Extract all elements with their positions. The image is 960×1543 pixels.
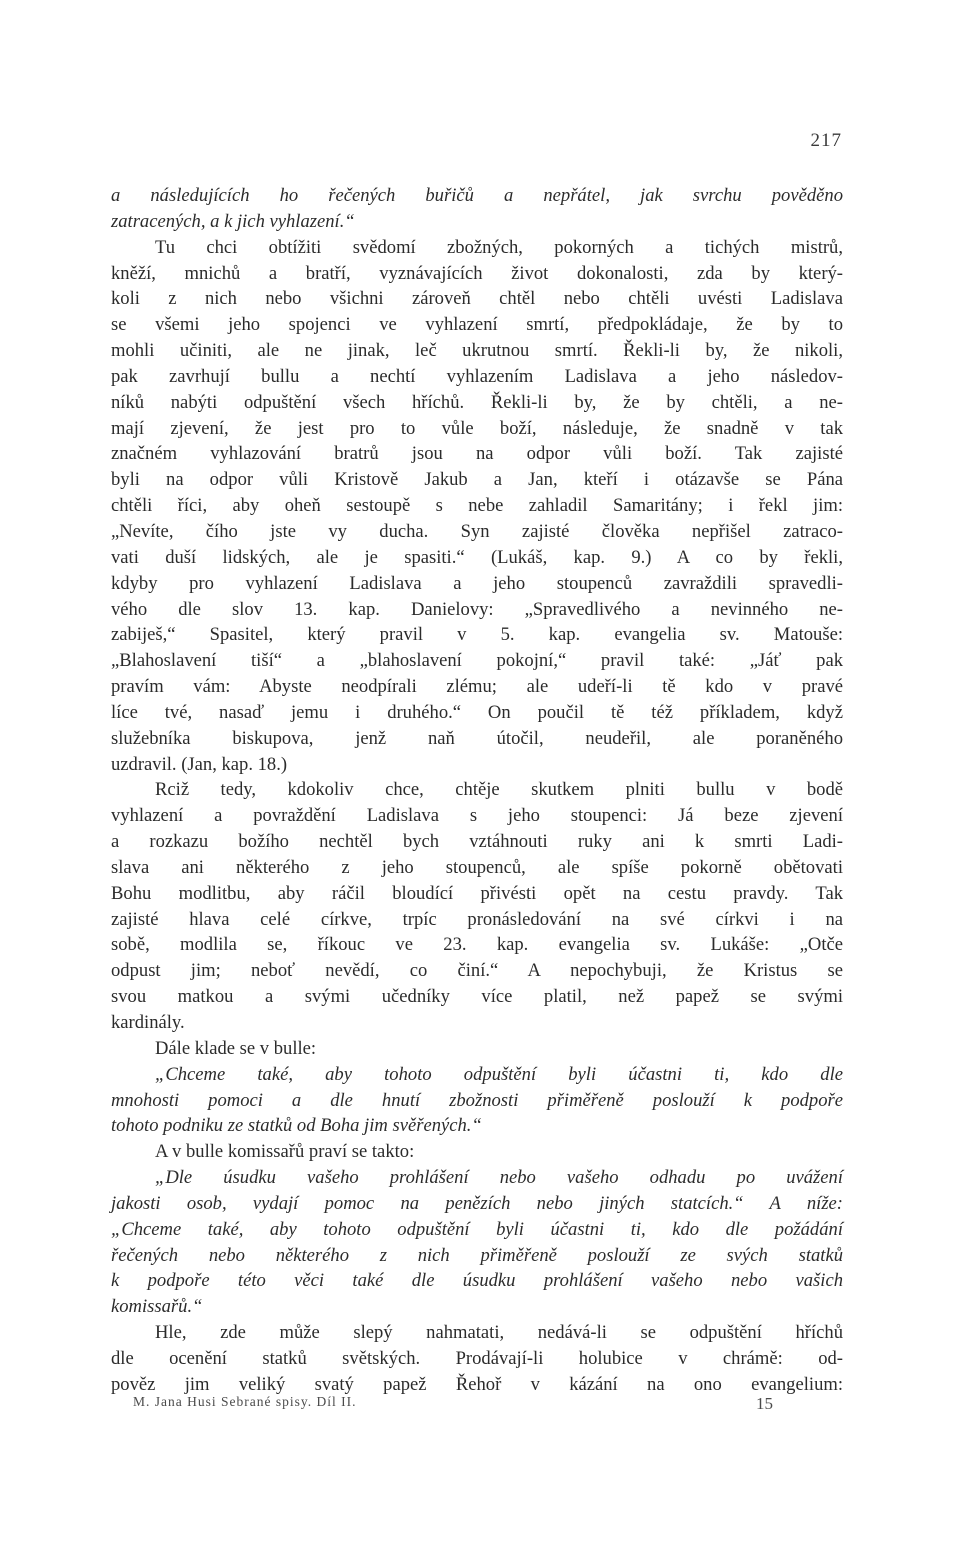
text-line: Dále klade se v bulle:: [155, 1037, 317, 1059]
text-line: dle ocenění statků světských. Prodávají-li holubice v chrámě: od-: [111, 1347, 843, 1369]
text-line: mnohosti pomoci a dle hnutí zbožnosti přiměřeně poslouží k podpoře: [111, 1089, 843, 1111]
text-line: „Blahoslavení tiší“ a „blahoslavení pokojní,“ pravil také: „Jáť pak: [111, 650, 843, 672]
text-line: odpust jim; neboť nevědí, co činí.“ A nepochybuji, že Kristus se: [111, 960, 843, 982]
body-text: [111, 183, 843, 1398]
text-line: tohoto podniku ze statků od Boha jim svěřených.“: [111, 1115, 482, 1137]
text-line: níků nabýti odpuštění všech hříchů. Řekli-li by, že by chtěli, a ne-: [111, 391, 843, 413]
text-line: Rciž tedy, kdokoliv chce, chtěje skutkem plniti bullu v bodě: [155, 779, 843, 801]
text-line: kněží, mnichů a bratří, vyznávajících život dokonalosti, zda by který-: [111, 262, 843, 284]
page-number: 217: [810, 130, 842, 151]
text-line: pověz jim veliký svatý papež Řehoř v kázání na ono evangelium:: [111, 1373, 843, 1395]
text-line: vého dle slov 13. kap. Danielovy: „Spravedlivého a nevinného ne-: [111, 598, 843, 620]
text-line: „Dle úsudku vašeho prohlášení nebo vašeho odhadu po uvážení: [155, 1167, 843, 1189]
text-line: zabiješ,“ Spasitel, který pravil v 5. kap. evangelia sv. Matouše:: [111, 624, 843, 646]
text-line: služebníka biskupova, jenž naň útočil, neudeřil, ale poraněného: [111, 727, 843, 749]
text-line: jakosti osob, vydají pomoc na penězích nebo jiných statcích.“ A níže:: [111, 1192, 843, 1214]
text-line: komissařů.“: [111, 1296, 203, 1318]
text-line: Bohu modlitbu, aby ráčil bloudící přivésti opět na cestu pravdy. Tak: [111, 882, 843, 904]
text-line: byli na odpor vůli Kristově Jakub a Jan, kteří i otázavše se Pána: [111, 469, 843, 491]
text-line: slava ani některého z jeho stoupenců, ale spíše pokorně obětovati: [111, 856, 843, 878]
text-line: Hle, zde může slepý nahmatati, nedává-li se odpuštění hříchů: [155, 1322, 843, 1344]
text-line: líce tvé, nasaď jemu i druhého.“ On poučil tě též příkladem, když: [111, 701, 843, 723]
text-line: A v bulle komissařů praví se takto:: [155, 1141, 415, 1163]
text-line: se všemi jeho spojenci ve vyhlazení smrtí, předpokládaje, že by to: [111, 314, 843, 336]
footer-signature-number: 15: [756, 1394, 773, 1413]
text-line: sobě, modlila se, říkouc ve 23. kap. evangelia sv. Lukáše: „Otče: [111, 934, 843, 956]
text-line: Tu chci obtížiti svědomí zbožných, pokorných a tichých mistrů,: [155, 236, 843, 258]
text-line: k podpoře této věci také dle úsudku prohlášení vašeho nebo vašich: [111, 1270, 843, 1292]
text-line: vati duší lidských, ale je spasiti.“ (Lukáš, kap. 9.) A co by řekli,: [111, 546, 843, 568]
text-line: kardinály.: [111, 1012, 185, 1033]
text-line: pravím vám: Abyste neodpírali zlému; ale udeří-li tě kdo v pravé: [111, 676, 843, 698]
text-line: „Nevíte, čího jste vy ducha. Syn zajisté člověka nepřišel zatraco-: [111, 520, 843, 542]
text-line: značném vyhlazování bratrů jsou na odpor vůli boží. Tak zajisté: [111, 443, 843, 465]
text-line: kdyby pro vyhlazení Ladislava a jeho stoupenců zavraždili spravedli-: [111, 572, 843, 594]
text-line: řečených nebo některého z nich přiměřeně poslouží ze svých statků: [111, 1244, 843, 1266]
footer-book-title: M. Jana Husi Sebrané spisy. Díl II.: [133, 1394, 357, 1409]
text-line: koli z nich nebo všichni zároveň chtěl nebo chtěli uvésti Ladislava: [111, 288, 843, 310]
text-line: mohli učiniti, ale ne jinak, leč ukrutnou smrtí. Řekli-li by, že nikoli,: [111, 340, 843, 362]
page-footer: [133, 1394, 773, 1414]
text-line: svou matkou a svými učedníky více platil, než papež se svými: [111, 986, 843, 1008]
text-line: zajisté hlava celé církve, trpíc pronásledování na své církvi i na: [111, 908, 843, 930]
text-line: chtěli říci, aby oheň sestoupě s nebe zahladil Samaritány; i řekl jim:: [111, 495, 843, 517]
text-line: pak zavrhují bullu a nechtí vyhlazením Ladislava a jeho následov-: [111, 365, 843, 387]
text-line: uzdravil. (Jan, kap. 18.): [111, 753, 288, 775]
text-line: mají zjevení, že jest pro to vůle boží, následuje, že snadně v tak: [111, 417, 843, 439]
text-line: a rozkazu božího nechtěl bych vztáhnouti ruky ani k smrti Ladi-: [111, 831, 843, 853]
text-line: „Chceme také, aby tohoto odpuštění byli účastni ti, kdo dle: [155, 1063, 843, 1085]
text-line: vyhlazení a povraždění Ladislava s jeho stoupenci: Já beze zjevení: [111, 805, 843, 827]
text-line: „Chceme také, aby tohoto odpuštění byli účastni ti, kdo dle požádání: [111, 1218, 843, 1240]
text-line: zatracených, a k jich vyhlazení.“: [111, 210, 355, 232]
text-line: a následujících ho řečených buřičů a nepřátel, jak svrchu pověděno: [111, 185, 843, 206]
